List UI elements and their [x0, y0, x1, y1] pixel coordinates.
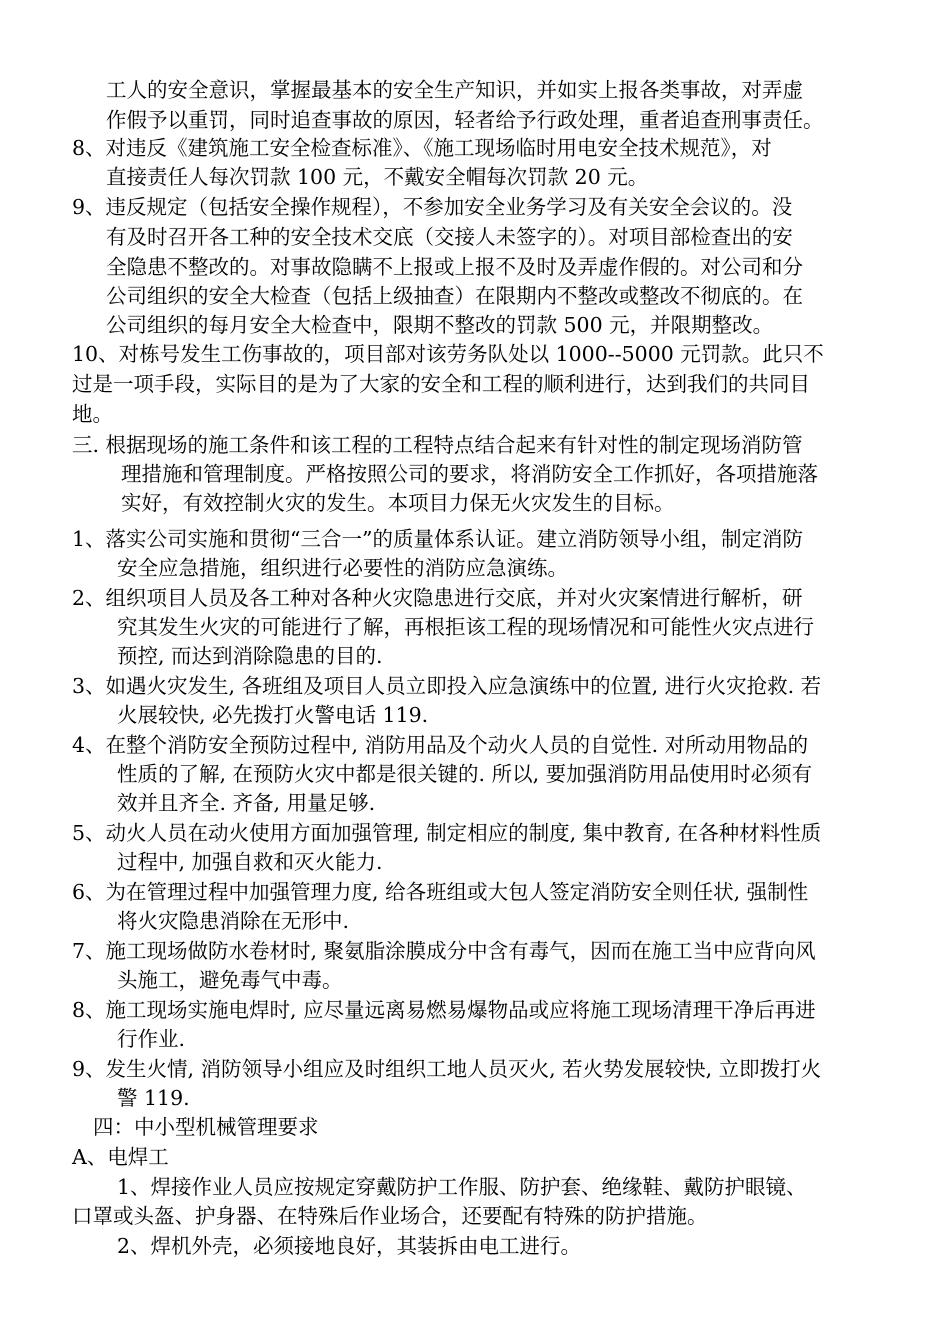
text-line: 2、组织项目人员及各工种对各种火灾隐患进行交底，并对火灾案情进行解析，研: [72, 586, 803, 610]
text-line: 5、动火人员在动火使用方面加强管理, 制定相应的制度, 集中教育, 在各种材料性质: [72, 821, 822, 845]
text-line: 工人的安全意识，掌握最基本的安全生产知识，并如实上报各类事故，对弄虚: [106, 78, 803, 102]
text-line: 头施工，避免毒气中毒。: [117, 968, 343, 992]
text-line: 理措施和管理制度。严格按照公司的要求，将消防安全工作抓好，各项措施落: [121, 462, 818, 486]
text-line: 1、落实公司实施和贯彻“三合一”的质量体系认证。建立消防领导小组，制定消防: [72, 527, 804, 551]
text-line: 10、对栋号发生工伤事故的，项目部对该劳务队处以 1000--5000 元罚款。此只不: [72, 342, 824, 366]
text-line: 究其发生火灾的可能进行了解，再根拒该工程的现场情况和可能性火灾点进行: [117, 615, 814, 639]
subsection-heading: A、电焊工: [72, 1145, 169, 1169]
text-line: 1、焊接作业人员应按规定穿戴防护工作服、防护套、绝缘鞋、戴防护眼镜、: [117, 1175, 807, 1199]
text-line: 行作业.: [117, 1027, 186, 1051]
text-line: 安全应急措施，组织进行必要性的消防应急演练。: [117, 556, 568, 580]
text-line: 有及时召开各工种的安全技术交底（交接人未签字的）。对项目部检查出的安: [106, 225, 793, 249]
text-line: 过程中, 加强自救和灭火能力.: [117, 850, 383, 874]
text-line: 实好，有效控制火灾的发生。本项目力保无火灾发生的目标。: [121, 491, 675, 515]
text-line: 直接责任人每次罚款 100 元，不戴安全帽每次罚款 20 元。: [106, 165, 649, 189]
text-line: 4、在整个消防安全预防过程中, 消防用品及个动火人员的自觉性. 对所动用物品的: [72, 733, 809, 757]
text-line: 警 119.: [117, 1086, 190, 1110]
text-line: 2、焊机外壳，必须接地良好，其装拆由电工进行。: [117, 1234, 582, 1258]
text-line: 火展较快, 必先拨打火警电话 119.: [117, 703, 429, 727]
text-line: 8、对违反《建筑施工安全检查标准》、《施工现场临时用电安全技术规范》，对: [72, 136, 772, 160]
text-line: 口罩或头盔、护身器、在特殊后作业场合，还要配有特殊的防护措施。: [72, 1204, 708, 1228]
text-line: 7、施工现场做防水卷材时, 聚氨脂涂膜成分中含有毒气，因而在施工当中应背向风: [72, 939, 816, 963]
text-line: 公司组织的每月安全大检查中，限期不整改的罚款 500 元，并限期整改。: [106, 313, 774, 337]
text-line: 过是一项手段，实际目的是为了大家的安全和工程的顺利进行，达到我们的共同目: [72, 372, 810, 396]
text-line: 8、施工现场实施电焊时, 应尽量远离易燃易爆物品或应将施工现场清理干净后再进: [72, 998, 816, 1022]
text-line: 6、为在管理过程中加强管理力度, 给各班组或大包人签定消防安全则任状, 强制性: [72, 880, 809, 904]
text-line: 性质的了解, 在预防火灾中都是很关键的. 所以, 要加强消防用品使用时必须有: [117, 762, 813, 786]
text-line: 地。: [72, 402, 113, 426]
text-line: 3、如遇火灾发生, 各班组及项目人员立即投入应急演练中的位置, 进行火灾抢救. 若: [72, 674, 822, 698]
text-line: 效并且齐全. 齐备, 用量足够.: [117, 791, 376, 815]
section-heading: 四：中小型机械管理要求: [93, 1115, 319, 1139]
text-line: 9、发生火情, 消防领导小组应及时组织工地人员灭火, 若火势发展较快, 立即拨打火: [72, 1057, 822, 1081]
text-line: 三. 根据现场的施工条件和该工程的工程特点结合起来有针对性的制定现场消防管: [72, 433, 803, 457]
text-line: 将火灾隐患消除在无形中.: [117, 909, 350, 933]
text-line: 9、违反规定（包括安全操作规程），不参加安全业务学习及有关安全会议的。没: [72, 195, 793, 219]
text-line: 作假予以重罚，同时追查事故的原因，轻者给予行政处理，重者追查刑事责任。: [106, 108, 824, 132]
text-line: 公司组织的安全大检查（包括上级抽查）在限期内不整改或整改不彻底的。在: [106, 284, 803, 308]
text-line: 预控, 而达到消除隐患的目的.: [117, 644, 383, 668]
text-line: 全隐患不整改的。对事故隐瞒不上报或上报不及时及弄虚作假的。对公司和分: [106, 255, 803, 279]
